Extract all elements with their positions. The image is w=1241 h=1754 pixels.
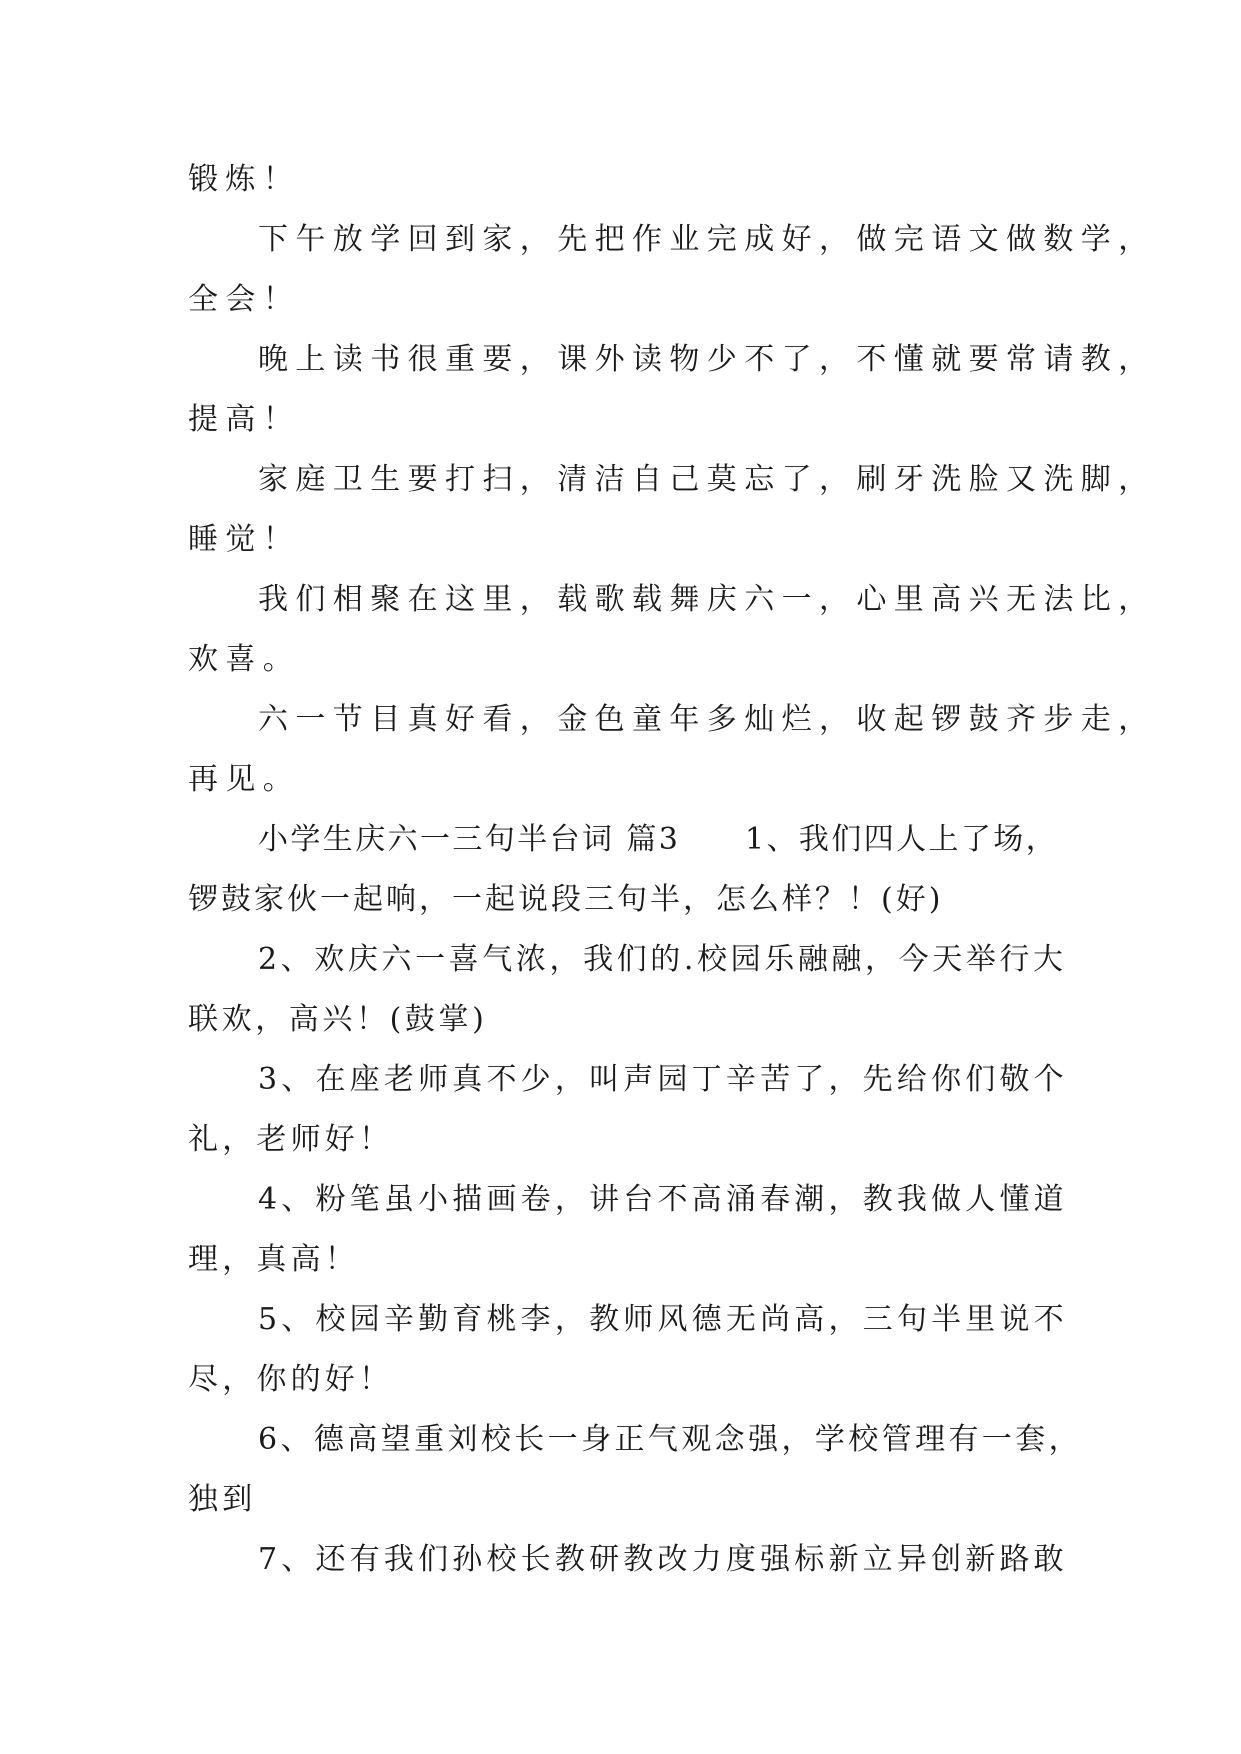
paragraph-line: 晚上读书很重要，课外读物少不了，不懂就要常请教， — [258, 342, 1156, 377]
paragraph-line: 六一节目真好看，金色童年多灿烂，收起锣鼓齐步走， — [258, 702, 1156, 737]
text-line: 尽，你的好！ — [188, 1362, 394, 1397]
text-line: 提高！ — [188, 402, 301, 437]
text-line: 再见。 — [188, 762, 301, 797]
list-item-line: 3、在座老师真不少，叫声园丁辛苦了，先给你们敬个 — [258, 1062, 1068, 1097]
section-heading-line: 小学生庆六一三句半台词 篇3 1、我们四人上了场， — [258, 822, 1059, 857]
text-line: 锻炼！ — [188, 162, 301, 197]
text-line: 全会！ — [188, 282, 301, 317]
text-line: 独到 — [188, 1482, 257, 1517]
text-line: 锣鼓家伙一起响，一起说段三句半，怎么样？！(好) — [188, 882, 944, 917]
list-item-line: 6、德高望重刘校长一身正气观念强，学校管理有一套， — [258, 1422, 1083, 1457]
list-item-line: 4、粉笔虽小描画卷，讲台不高涌春潮，教我做人懂道 — [258, 1182, 1068, 1217]
paragraph-line: 我们相聚在这里，载歌载舞庆六一，心里高兴无法比， — [258, 582, 1156, 617]
text-line: 欢喜。 — [188, 642, 301, 677]
list-item-line: 2、欢庆六一喜气浓，我们的.校园乐融融，今天举行大 — [258, 942, 1067, 977]
paragraph-line: 下午放学回到家，先把作业完成好，做完语文做数学， — [258, 222, 1156, 257]
text-line: 礼，老师好！ — [188, 1122, 394, 1157]
text-line: 联欢，高兴！(鼓掌) — [188, 1002, 488, 1037]
text-line: 理，真高！ — [188, 1242, 359, 1277]
paragraph-line: 家庭卫生要打扫，清洁自己莫忘了，刷牙洗脸又洗脚， — [258, 462, 1156, 497]
text-line: 睡觉！ — [188, 522, 301, 557]
list-item-line: 5、校园辛勤育桃李，教师风德无尚高，三句半里说不 — [258, 1302, 1068, 1337]
list-item-line: 7、还有我们孙校长教研教改力度强标新立异创新路敢 — [258, 1542, 1068, 1577]
